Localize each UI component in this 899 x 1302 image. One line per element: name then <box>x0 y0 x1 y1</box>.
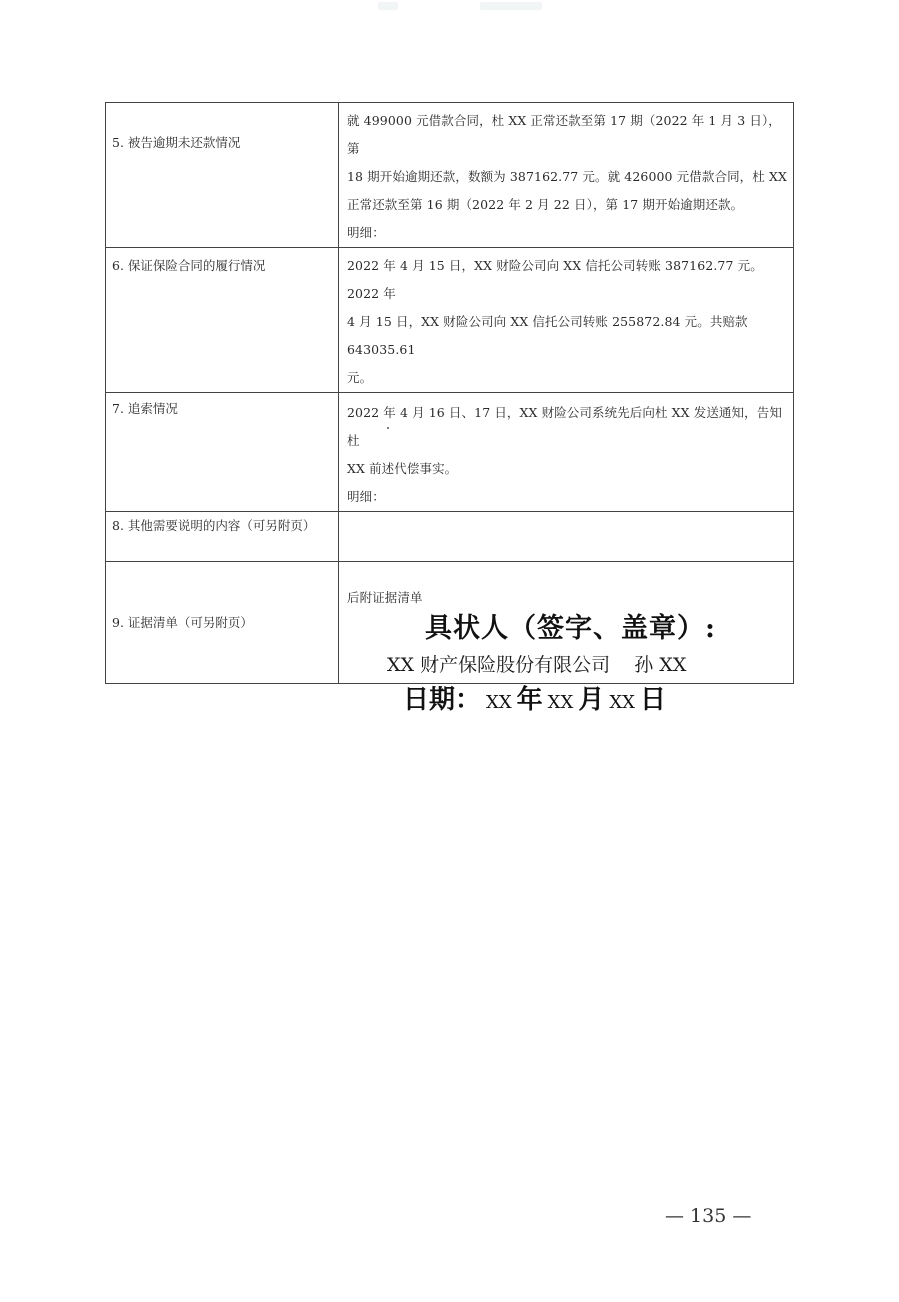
row-label-cell <box>106 103 339 248</box>
row-label-cell <box>106 393 339 512</box>
date-year-value: XX <box>486 692 512 713</box>
signature-company: XX 财产保险股份有限公司 孙 XX <box>387 654 687 676</box>
signature-title: 具状人（签字、盖章）: <box>425 613 716 644</box>
stray-dot <box>387 427 389 429</box>
row-label: 5. 被告逾期未还款情况 <box>112 135 241 150</box>
table-row <box>106 512 794 562</box>
content-line: 18 期开始逾期还款，数额为 387162.77 元。就 426000 元借款合同，杜 XX <box>347 169 787 184</box>
row-content-cell <box>339 248 794 393</box>
content-line: 4 月 15 日，XX 财险公司向 XX 信托公司转账 255872.84 元。共赔款 643035.61 <box>347 314 748 357</box>
date-label: 日期： <box>403 685 482 715</box>
date-day-unit: 日 <box>639 685 666 715</box>
faint-header-mark <box>480 2 542 10</box>
content-line: 就 499000 元借款合同，杜 XX 正常还款至第 17 期（2022 年 1 月 3 日），第 <box>347 113 781 156</box>
content-line: 元。 <box>347 370 373 385</box>
row-label-cell <box>106 248 339 393</box>
row-content-cell <box>339 393 794 512</box>
date-year-unit: 年 <box>516 685 543 715</box>
complaint-form-table <box>105 102 794 684</box>
date-month-value: XX <box>547 692 574 713</box>
date-month-unit: 月 <box>578 685 605 715</box>
row-label: 8. 其他需要说明的内容（可另附页） <box>112 518 316 533</box>
row-label-cell <box>106 562 339 684</box>
detail-label: 明细： <box>347 489 385 504</box>
page-number: — 135 — <box>665 1205 752 1227</box>
signature-date <box>403 679 666 716</box>
row-label: 6. 保证保险合同的履行情况 <box>112 258 266 273</box>
faint-header-mark <box>378 2 398 10</box>
date-day-value: XX <box>609 692 635 713</box>
row-label-cell <box>106 512 339 562</box>
row-label: 9. 证据清单（可另附页） <box>112 614 253 630</box>
table-row <box>106 393 794 512</box>
table-row <box>106 248 794 393</box>
row-content-cell <box>339 512 794 562</box>
detail-label: 明细： <box>347 225 385 240</box>
row-content-cell <box>339 103 794 248</box>
row-label: 7. 追索情况 <box>112 401 178 416</box>
content-line: 2022 年 4 月 15 日，XX 财险公司向 XX 信托公司转账 387162.77 元。2022 年 <box>347 258 763 301</box>
content-line: 后附证据清单 <box>347 590 423 605</box>
content-line: XX 前述代偿事实。 <box>347 461 458 476</box>
table-row <box>106 103 794 248</box>
content-line: 2022 年 4 月 16 日、17 日，XX 财险公司系统先后向杜 XX 发送通知，告知杜 <box>347 405 782 448</box>
content-line: 正常还款至第 16 期（2022 年 2 月 22 日），第 17 期开始逾期还款。 <box>347 197 744 212</box>
